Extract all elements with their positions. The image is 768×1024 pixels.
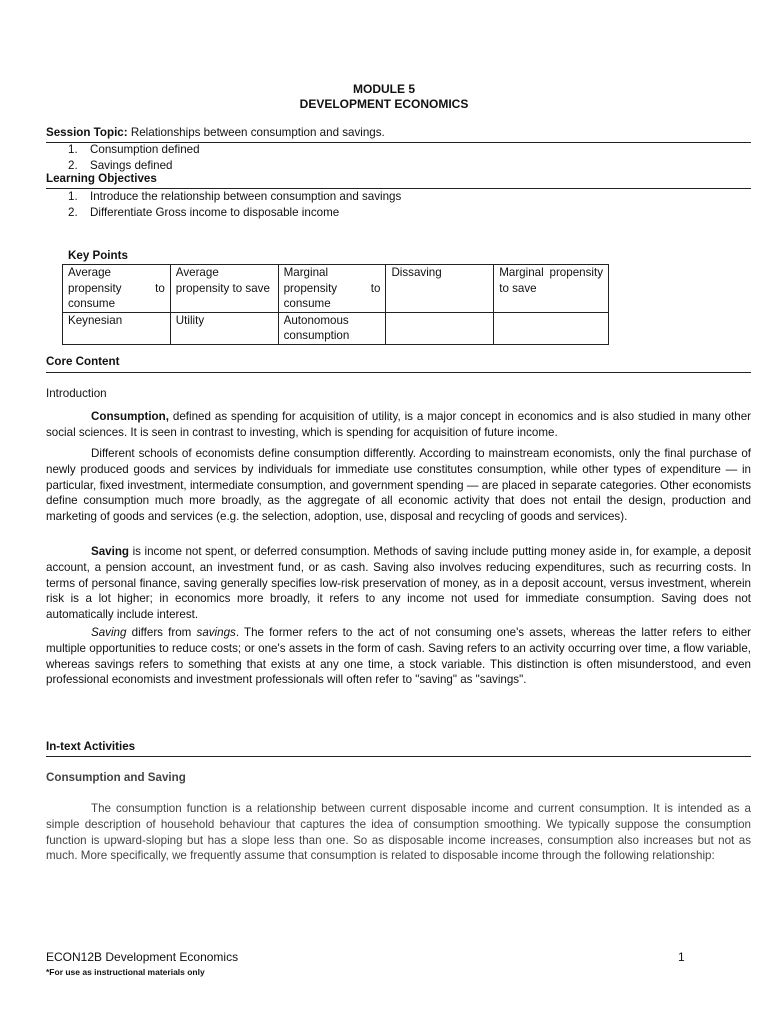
table-cell — [386, 312, 494, 344]
session-list — [68, 142, 200, 173]
table-cell: Autonomous consumption — [278, 312, 386, 344]
table-cell: Marginal propensity to consume — [278, 265, 386, 313]
table-row — [63, 265, 609, 313]
list-item: 1. Consumption defined — [68, 143, 200, 156]
paragraph-saving-vs-savings: Saving differs from savings. The former refers to the act of not consuming one's assets, whereas the latter refers to either multiple opportunities to reduce costs; or one's assets in the form of cash. Saving refers to an activity occurring over time, a flow variable, whereas savings refers to something that exists at any one time, a stock variable. This distinction is often misunderstood, and even professional economists and investment professionals will often refer to "saving" as "savings". — [46, 626, 751, 687]
table-cell: Dissaving — [386, 265, 494, 313]
session-topic-text: Relationships between consumption and savings. — [130, 126, 385, 139]
session-topic-label: Session Topic: — [46, 126, 128, 139]
paragraph-consumption: Consumption, defined as spending for acquisition of utility, is a major concept in economics and is also studied in many other social sciences. It is seen in contrast to investing, which is spending for acquisition of future income. — [46, 410, 751, 439]
footer-note: *For use as instructional materials only — [46, 967, 205, 977]
list-item: 2. Savings defined — [68, 158, 173, 172]
footer-course: ECON12B Development Economics — [46, 950, 239, 964]
table-cell: Keynesian — [63, 312, 171, 344]
key-points-heading: Key Points — [68, 249, 128, 262]
core-content-heading: Core Content — [46, 355, 120, 368]
introduction-label: Introduction — [46, 387, 107, 400]
module-number: MODULE 5 — [352, 82, 415, 96]
table-cell: Marginal propensity to save — [494, 265, 609, 313]
divider — [46, 756, 751, 757]
in-text-activities-heading: In-text Activities — [46, 740, 136, 753]
list-item: 2. Differentiate Gross income to disposable income — [68, 205, 340, 219]
key-points-table — [62, 264, 609, 345]
paragraph-consumption-function: The consumption function is a relationship between current disposable income and current consumption. It is intended as a simple description of household behaviour that captures the idea of consumption smoothing. We typically suppose the consumption function is upward-sloping but has a slope less than one. So as disposable income increases, consumption also increases but not as much. More specifically, we frequently assume that consumption is related to disposable income through the following relationship: — [46, 802, 751, 863]
list-item: 1. Introduce the relationship between consumption and savings — [68, 190, 402, 203]
session-topic — [46, 126, 385, 139]
consumption-saving-heading: Consumption and Saving — [46, 771, 186, 784]
table-cell: Average propensity to consume — [63, 265, 171, 313]
module-title: DEVELOPMENT ECONOMICS — [299, 97, 469, 111]
divider — [46, 372, 751, 373]
table-row — [63, 312, 609, 344]
table-cell — [494, 312, 609, 344]
page-number: 1 — [678, 950, 685, 964]
paragraph-schools: Different schools of economists define consumption differently. According to mainstream economists, only the final purchase of newly produced goods and services by individuals for immediate use constitutes consumption, while other types of expenditure — in particular, fixed investment, intermediate consumption, and government spending — are placed in separate categories. Other economists define consumption much more broadly, as the aggregate of all economic activity that does not entail the design, production and marketing of goods and services (e.g. the selection, adoption, use, disposal and recycling of goods and services). — [46, 447, 751, 524]
paragraph-saving: Saving is income not spent, or deferred consumption. Methods of saving include putting money aside in, for example, a deposit account, a pension account, an investment fund, or as cash. Saving also involves reducing expenditures, such as recurring costs. In terms of personal finance, saving generally specifies low-risk preservation of money, as in a deposit account, versus investment, wherein risk is a lot higher; in economics more broadly, it refers to any income not used for immediate consumption. Saving does not automatically include interest. — [46, 545, 751, 622]
table-cell: Average propensity to save — [170, 265, 278, 313]
objectives-list — [68, 189, 401, 220]
table-cell: Utility — [170, 312, 278, 344]
objectives-heading: Learning Objectives — [46, 172, 157, 185]
